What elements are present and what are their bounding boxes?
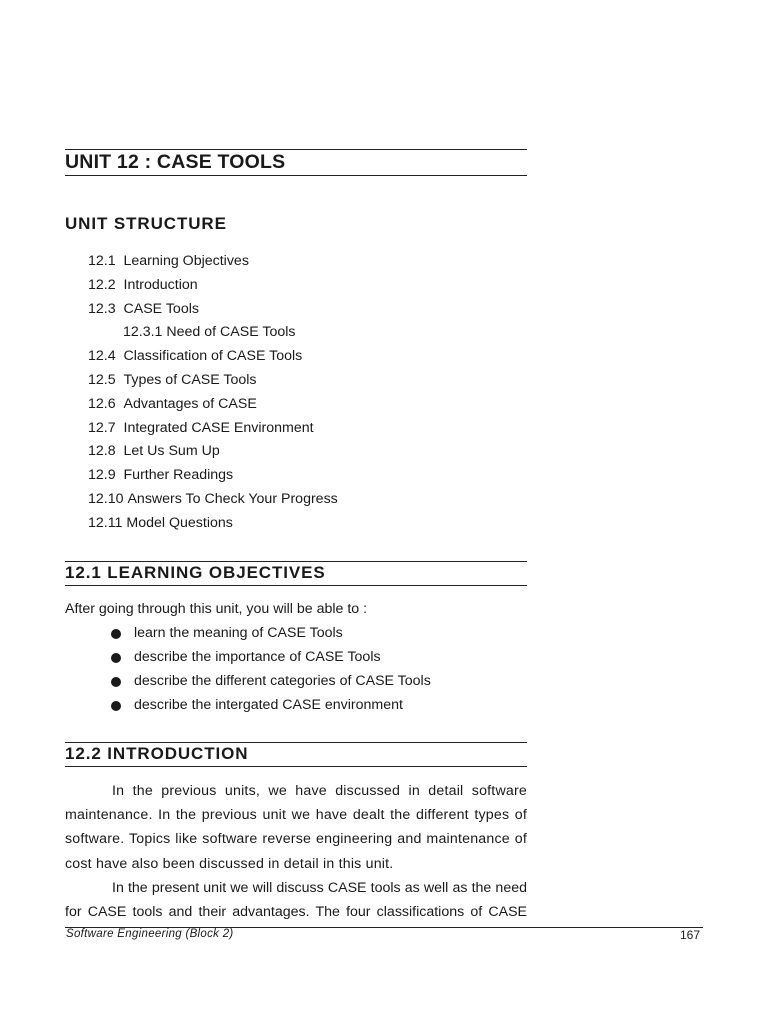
objective-text: describe the different categories of CASE Tools [134,673,431,689]
objective-text: learn the meaning of CASE Tools [134,625,343,641]
toc-item-label: Need of CASE Tools [166,324,296,341]
introduction-paragraph-1: In the previous units, we have discussed in detail software maintenance. In the previous unit we have dealt the different types of software. Topics like software reverse engineering and maintenance of cost have also been discussed in detail in this unit. [65,783,527,872]
toc-item [88,276,338,300]
toc-item-label: Introduction [123,276,198,293]
toc-item [88,514,338,538]
toc-item-number: 12.8 [88,443,116,460]
introduction-bottom-rule [65,766,527,767]
toc-item [88,300,338,324]
toc-item-label: Further Readings [123,467,234,484]
bullet-icon [111,701,121,711]
introduction-top-rule [65,742,527,743]
toc-item-number: 12.6 [88,395,116,412]
objective-item [110,648,431,672]
toc-item-label: Answers To Check Your Progress [127,490,338,507]
toc-item [88,442,338,466]
toc-item-label: Integrated CASE Environment [123,419,314,436]
toc-item [88,395,338,419]
bullet-icon [111,653,121,663]
toc-item-number: 12.11 [88,514,123,531]
toc-item-number: 12.5 [88,371,116,388]
toc-item-label: Model Questions [126,514,233,531]
toc-item-number: 12.3.1 [123,324,163,341]
toc-item [88,490,338,514]
bullet-icon [111,677,121,687]
toc-item [88,323,338,347]
toc-item-label: CASE Tools [123,300,199,317]
toc-item-number: 12.9 [88,467,116,484]
toc-item-number: 12.2 [88,276,116,293]
objective-item [110,696,431,720]
toc-item-label: Let Us Sum Up [123,443,220,460]
title-top-rule [65,149,527,150]
toc-item-label: Learning Objectives [123,253,249,269]
title-bottom-rule [65,175,527,176]
page-number: 167 [680,928,701,942]
introduction-paragraph-2: In the present unit we will discuss CASE tools as well as the need for CASE tools and their advantages. The four classifications of CASE [65,880,527,921]
objective-item [110,624,431,648]
objectives-intro: After going through this unit, you will be able to : [65,601,368,617]
toc-item [88,371,338,395]
toc-item-number: 12.3 [88,300,116,317]
objective-text: describe the importance of CASE Tools [134,649,381,665]
toc-item [88,252,338,276]
objectives-list [110,624,431,720]
toc-item-label: Advantages of CASE [123,395,257,412]
toc-item [88,419,338,443]
toc-item [88,347,338,371]
table-of-contents [88,252,338,538]
objectives-top-rule [65,561,527,562]
objectives-bottom-rule [65,585,527,586]
bullet-icon [111,629,121,639]
toc-item-number: 12.7 [88,419,116,436]
toc-item-number: 12.4 [88,348,116,365]
toc-item [88,466,338,490]
toc-item-number: 12.1 [88,253,116,269]
objective-text: describe the intergated CASE environment [134,697,403,713]
introduction-heading: 12.2 INTRODUCTION [65,744,249,763]
toc-item-label: Classification of CASE Tools [123,348,303,365]
learning-objectives-heading: 12.1 LEARNING OBJECTIVES [65,563,326,582]
footer-book-title: Software Engineering (Block 2) [66,928,234,940]
toc-item-number: 12.10 [88,490,124,507]
unit-title: UNIT 12 : CASE TOOLS [65,151,286,173]
toc-item-label: Types of CASE Tools [123,371,257,388]
objective-item [110,672,431,696]
unit-structure-heading: UNIT STRUCTURE [65,214,227,233]
